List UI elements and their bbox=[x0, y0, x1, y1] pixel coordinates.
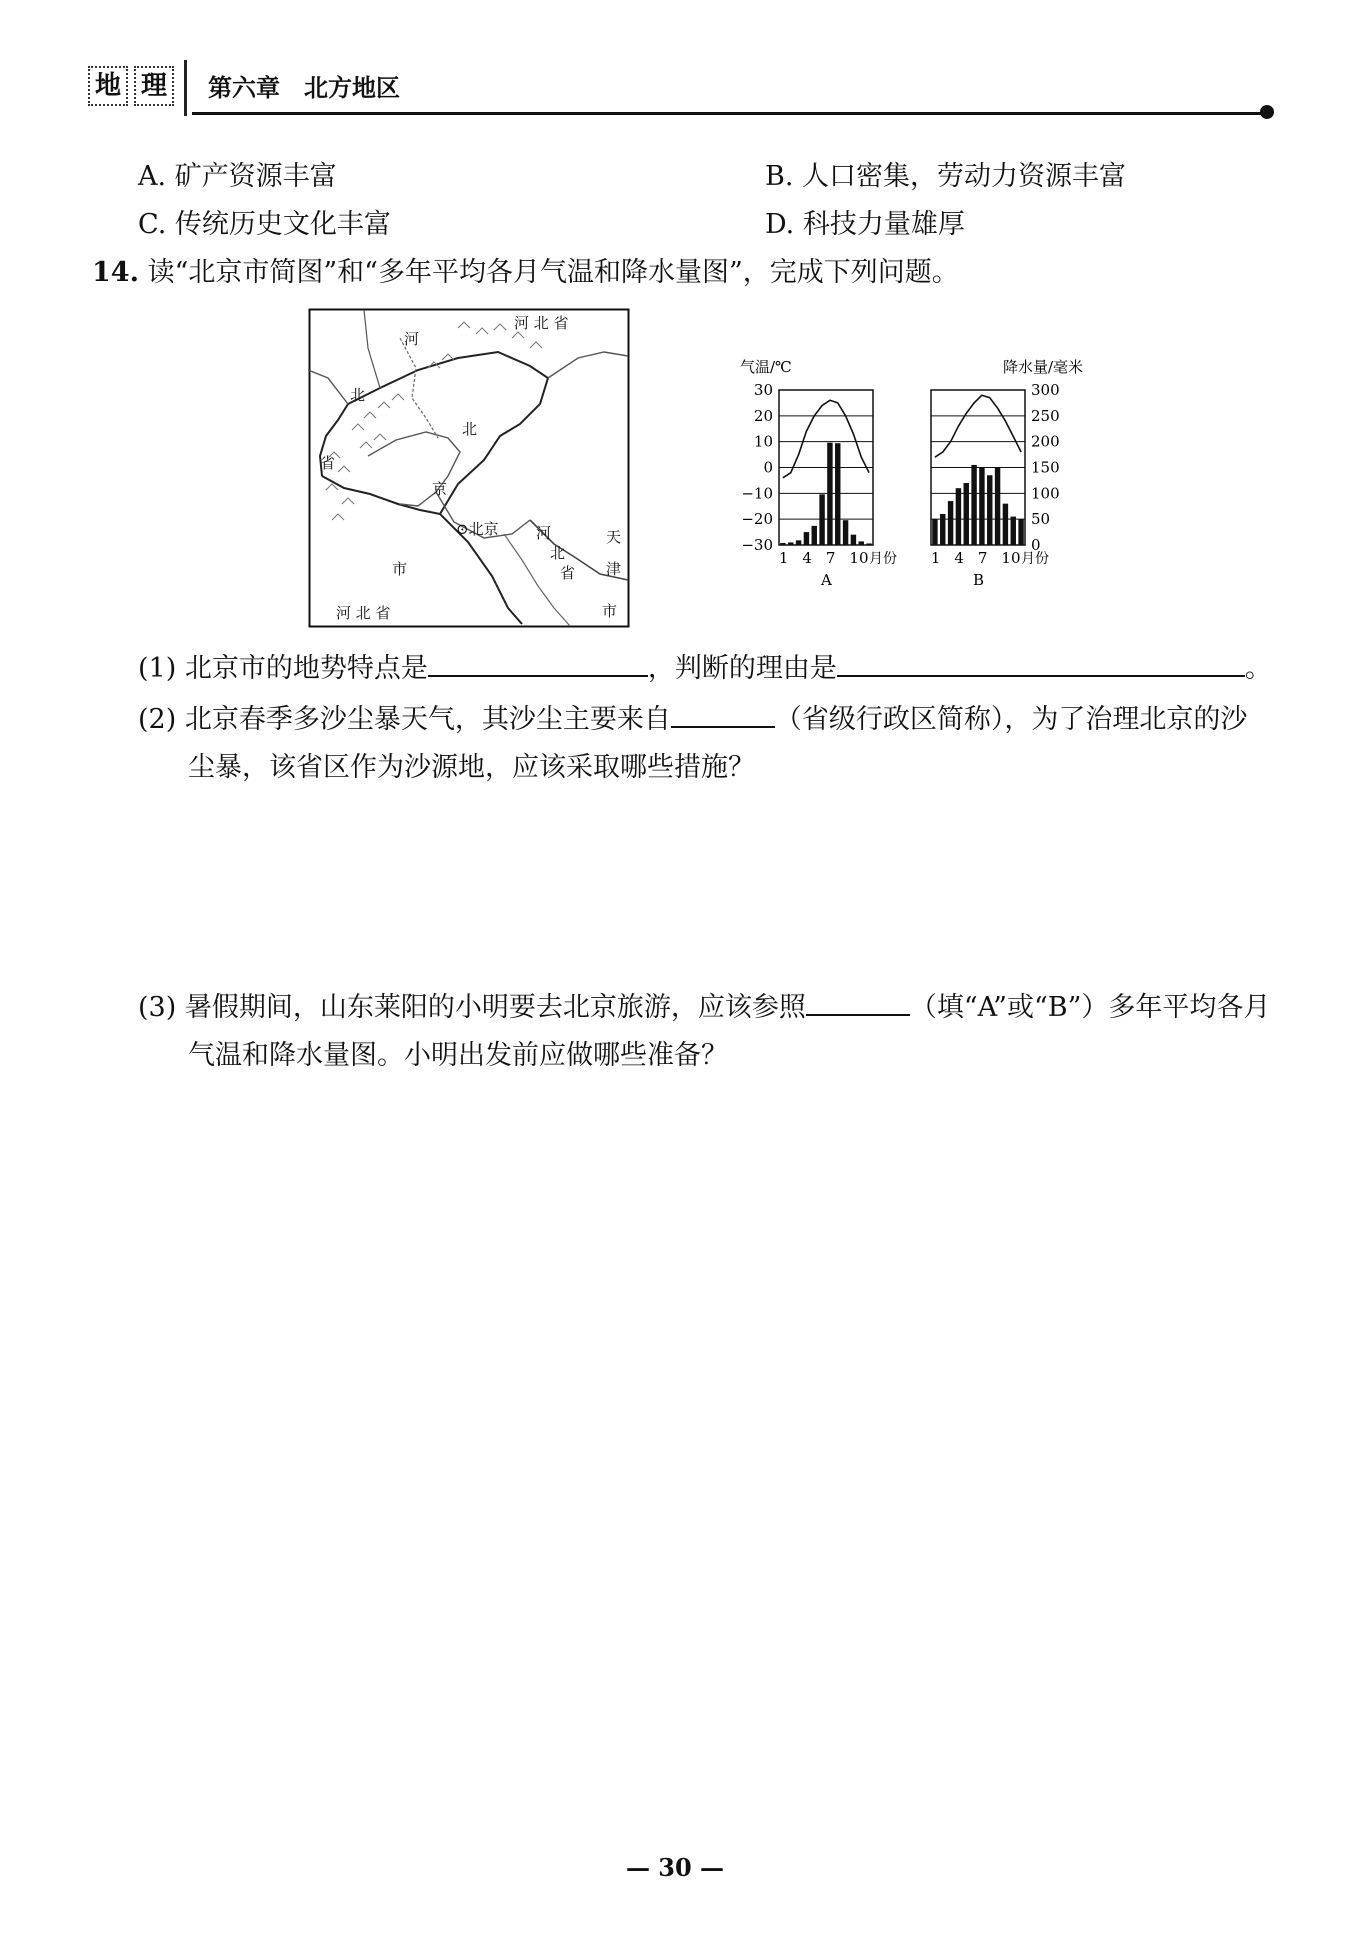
chart-B-xtick-4: 4 bbox=[954, 549, 964, 567]
chart-B-temp-line bbox=[935, 395, 1021, 457]
chart-A-title: A bbox=[821, 571, 832, 589]
chart-A-bar-4 bbox=[804, 532, 809, 545]
chart-precip-tick-150: 150 bbox=[1031, 458, 1060, 477]
map-label-hebei-right-1: 河 bbox=[536, 524, 552, 542]
subject-char-1: 地 bbox=[88, 66, 128, 106]
chart-B-xtick-10: 10 bbox=[1001, 549, 1021, 567]
chart-A-bar-11 bbox=[859, 541, 864, 545]
question-14 bbox=[92, 250, 959, 289]
beijing-map bbox=[308, 308, 630, 628]
chart-A-bar-7 bbox=[827, 443, 832, 545]
chart-A-bar-3 bbox=[796, 540, 801, 545]
sub2-text1: 北京春季多沙尘暴天气，其沙尘主要来自 bbox=[184, 704, 671, 735]
chart-B-bar-2 bbox=[940, 514, 945, 545]
header-divider bbox=[184, 60, 187, 116]
chart-B-title: B bbox=[973, 571, 985, 589]
chart-A-bar-12 bbox=[866, 543, 871, 545]
sub2-answer-area[interactable] bbox=[188, 790, 1268, 970]
map-label-hebei-top: 河 北 省 bbox=[514, 314, 569, 332]
option-d: D. 科技力量雄厚 bbox=[765, 209, 965, 240]
sub2-blank[interactable] bbox=[671, 702, 775, 728]
chart-A-xtick-10: 10 bbox=[849, 549, 869, 567]
chart-A-bar-6 bbox=[819, 494, 824, 545]
chart-precip-tick-0: 0 bbox=[1031, 536, 1041, 554]
map-label-he: 河 bbox=[404, 330, 420, 348]
sub1-blank-1[interactable] bbox=[428, 651, 648, 677]
sub2-text2: （省级行政区简称），为了治理北京的沙 bbox=[774, 704, 1248, 735]
chart-B-bar-12 bbox=[1018, 519, 1023, 545]
sub1-blank-2[interactable] bbox=[837, 651, 1245, 677]
chart-A-bar-8 bbox=[835, 443, 840, 545]
chart-A-bar-2 bbox=[788, 542, 793, 545]
chart-B-bar-1 bbox=[932, 519, 937, 545]
chart-precip-tick-100: 100 bbox=[1031, 484, 1060, 503]
chart-A-bar-10 bbox=[851, 535, 856, 545]
sub-question-3 bbox=[138, 985, 1270, 1024]
sub2-line2: 尘暴，该省区作为沙源地，应该采取哪些措施？ bbox=[188, 752, 755, 783]
chart-B-bar-6 bbox=[971, 465, 976, 545]
chart-temp-tick-0: 0 bbox=[763, 458, 773, 477]
chart-B-xtick-1: 1 bbox=[930, 549, 941, 567]
sub3-label: (3) bbox=[138, 992, 177, 1023]
map-label-shi-right: 市 bbox=[602, 602, 618, 620]
chart-temp-tick-20: 20 bbox=[753, 406, 773, 425]
chart-precip-tick-300: 300 bbox=[1031, 381, 1060, 399]
chart-temp-tick--20: −20 bbox=[741, 510, 773, 529]
chart-B-bar-10 bbox=[1003, 504, 1008, 545]
chart-B-bar-3 bbox=[948, 501, 953, 545]
chart-B-xtick-7: 7 bbox=[977, 549, 988, 567]
sub1-text1: 北京市的地势特点是 bbox=[184, 653, 428, 684]
map-label-jing-center: 京 bbox=[432, 480, 448, 498]
chart-A-xtick-4: 4 bbox=[802, 549, 812, 567]
header-rule bbox=[192, 112, 1262, 115]
sub3-line2: 气温和降水量图。小明出发前应做哪些准备？ bbox=[188, 1040, 728, 1071]
map-label-sheng-left: 省 bbox=[320, 454, 336, 472]
chart-A-temp-line bbox=[783, 400, 869, 478]
sub3-answer-area[interactable] bbox=[188, 1080, 1268, 1780]
page-number-value: 30 bbox=[658, 1853, 692, 1882]
map-label-bei-center: 北 bbox=[462, 420, 478, 438]
sub3-text1: 暑假期间，山东莱阳的小明要去北京旅游，应该参照 bbox=[184, 992, 806, 1023]
chart-A-bar-9 bbox=[843, 520, 848, 545]
chart-ylabel-left: 气温/℃ bbox=[740, 358, 792, 376]
chart-A-bar-1 bbox=[780, 543, 785, 545]
chart-B-bar-9 bbox=[995, 468, 1000, 546]
sub2-label: (2) bbox=[138, 704, 177, 735]
sub-question-2 bbox=[138, 697, 1247, 736]
map-label-shi-center: 市 bbox=[392, 560, 408, 578]
chart-B-bar-7 bbox=[979, 468, 984, 546]
chart-A-xtick-7: 7 bbox=[825, 549, 836, 567]
question-stem: 读“北京市简图”和“多年平均各月气温和降水量图”，完成下列问题。 bbox=[147, 257, 959, 288]
chart-A-bar-5 bbox=[812, 526, 817, 545]
map-label-jin: 津 bbox=[606, 560, 622, 578]
chapter-title: 第六章 北方地区 bbox=[208, 73, 400, 102]
map-label-beijing-city: ⊙北京 bbox=[456, 520, 499, 538]
climate-charts bbox=[735, 350, 1120, 640]
chart-ylabel-right: 降水量/毫米 bbox=[1003, 358, 1084, 376]
chart-temp-tick--30: −30 bbox=[741, 536, 773, 554]
option-c: C. 传统历史文化丰富 bbox=[138, 209, 391, 240]
chart-B-bar-11 bbox=[1011, 517, 1016, 545]
sub1-end: 。 bbox=[1244, 653, 1272, 684]
chart-B-bar-4 bbox=[956, 488, 961, 545]
chart-temp-tick-10: 10 bbox=[753, 432, 773, 451]
option-a: A. 矿产资源丰富 bbox=[138, 161, 337, 192]
chart-temp-tick--10: −10 bbox=[741, 484, 773, 503]
sub1-label: (1) bbox=[138, 653, 177, 684]
map-label-hebei-right-3: 省 bbox=[560, 564, 576, 582]
header-rule-dot bbox=[1260, 105, 1274, 119]
map-label-hebei-right-2: 北 bbox=[550, 544, 566, 562]
chart-precip-tick-250: 250 bbox=[1031, 406, 1060, 425]
page-number: — 30 — bbox=[625, 1853, 725, 1882]
sub3-blank[interactable] bbox=[806, 990, 910, 1016]
chart-A-xlabel: 月份 bbox=[869, 551, 897, 567]
chart-precip-tick-200: 200 bbox=[1031, 432, 1060, 451]
chart-A-xtick-1: 1 bbox=[778, 549, 789, 567]
map-label-bei-left: 北 bbox=[350, 386, 366, 404]
map-label-hebei-bottom: 河 北 省 bbox=[336, 604, 391, 622]
chart-B-bar-5 bbox=[964, 483, 969, 545]
sub3-text2: （填“A”或“B”）多年平均各月 bbox=[909, 992, 1271, 1023]
question-number: 14. bbox=[92, 257, 139, 288]
chart-B-xlabel: 月份 bbox=[1021, 551, 1049, 567]
sub-question-1 bbox=[138, 646, 1272, 685]
subject-char-2: 理 bbox=[134, 66, 174, 106]
map-label-tian: 天 bbox=[606, 528, 622, 546]
chart-precip-tick-50: 50 bbox=[1031, 510, 1051, 529]
option-b: B. 人口密集，劳动力资源丰富 bbox=[765, 161, 1127, 192]
sub1-text2: ，判断的理由是 bbox=[647, 653, 837, 684]
chart-B-bar-8 bbox=[987, 475, 992, 545]
chart-temp-tick-30: 30 bbox=[753, 381, 773, 399]
